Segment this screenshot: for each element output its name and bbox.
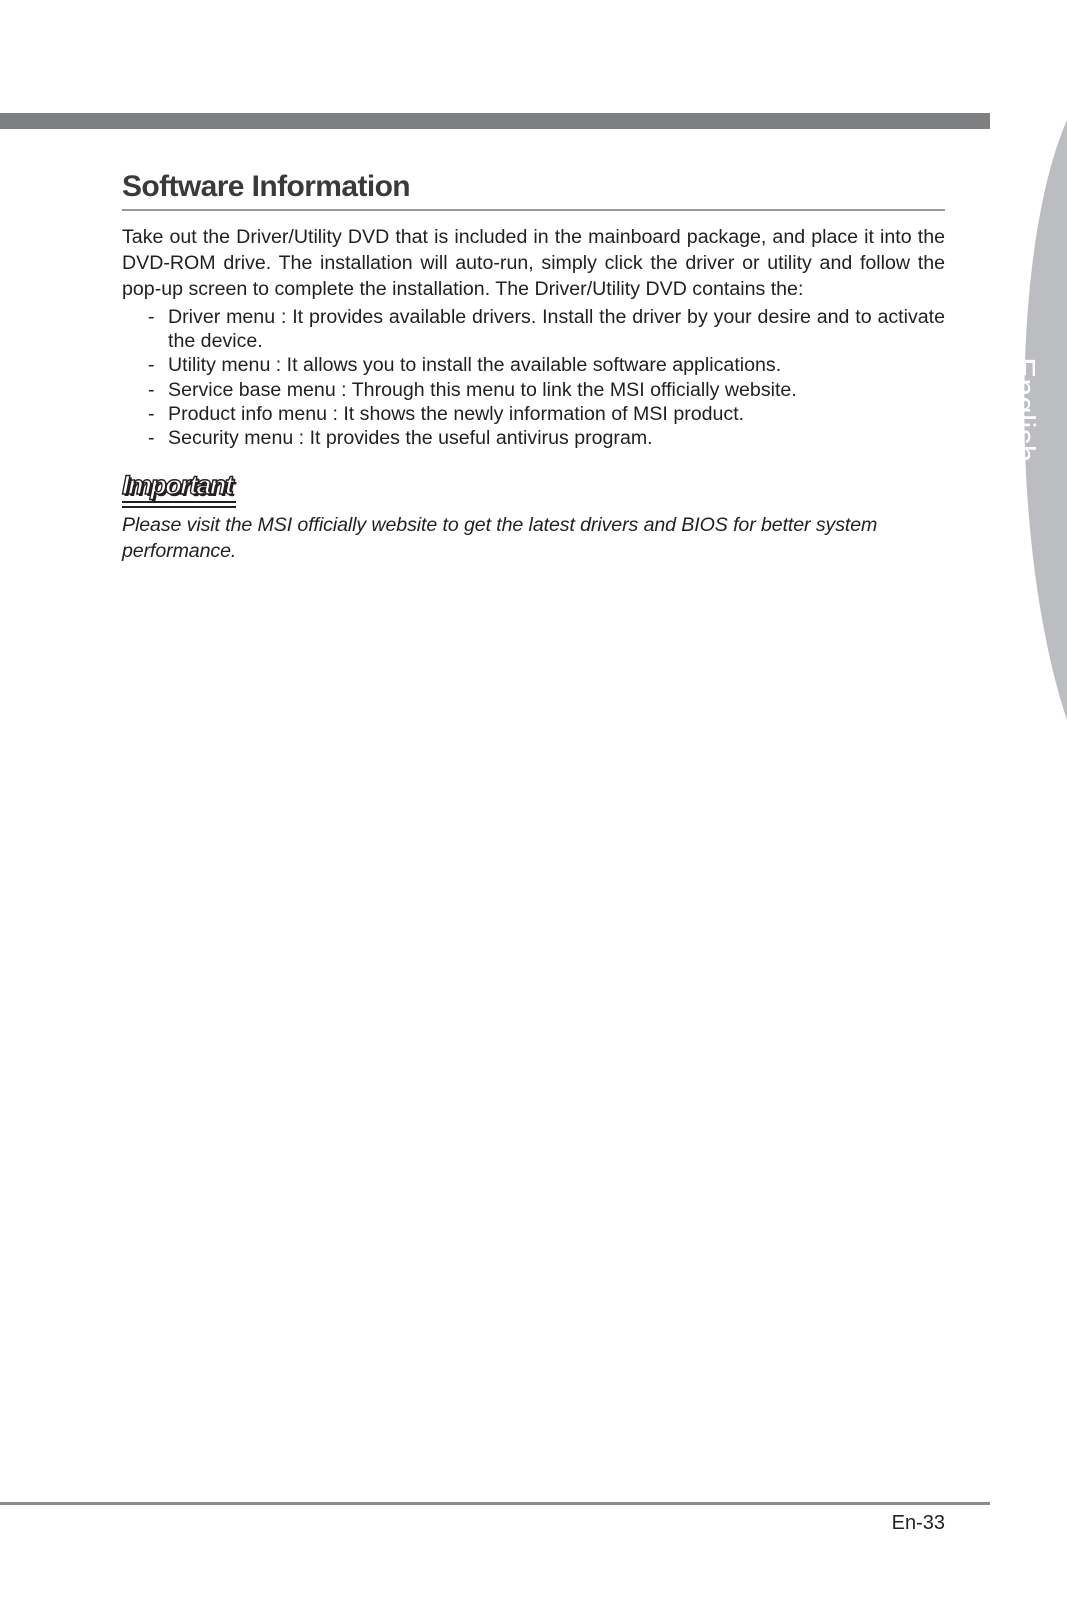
footer-rule bbox=[0, 1502, 990, 1505]
important-callout bbox=[122, 470, 236, 508]
header-bar bbox=[0, 113, 990, 129]
bullet-dash: - bbox=[148, 306, 155, 328]
list-item bbox=[122, 426, 945, 450]
important-underline bbox=[122, 501, 236, 508]
list-item bbox=[122, 305, 945, 353]
intro-paragraph: Take out the Driver/Utility DVD that is included in the mainboard package, and place it into the DVD-ROM drive. The installation will auto-run, simply click the driver or utility and follow the pop-up screen to complete the installation. The Driver/Utility DVD contains the: bbox=[122, 226, 945, 300]
list-item bbox=[122, 378, 945, 402]
bullet-dash: - bbox=[148, 354, 155, 377]
list-item-text: Security menu : It provides the useful antivirus program. bbox=[168, 427, 653, 450]
dvd-contents-list bbox=[122, 305, 945, 450]
bullet-dash: - bbox=[148, 402, 155, 425]
bullet-dash: - bbox=[148, 378, 155, 401]
list-item-text: Driver menu : It provides available drivers. Install the driver by your desire and to activate the device. bbox=[168, 306, 945, 353]
list-item bbox=[122, 353, 945, 377]
list-item-text: Utility menu : It allows you to install the available software applications. bbox=[168, 354, 782, 377]
important-heading: Important bbox=[122, 470, 233, 501]
important-note: Please visit the MSI officially website to get the latest drivers and BIOS for better system performance. bbox=[122, 514, 878, 563]
bullet-dash: - bbox=[148, 427, 155, 450]
list-item-text: Product info menu : It shows the newly information of MSI product. bbox=[168, 402, 745, 425]
list-item-text: Service base menu : Through this menu to link the MSI officially website. bbox=[168, 378, 797, 401]
main-content bbox=[122, 168, 945, 564]
list-item bbox=[122, 402, 945, 426]
page-number: En-33 bbox=[891, 1512, 945, 1534]
section-title: Software Information bbox=[122, 168, 945, 211]
language-tab-label: English bbox=[1007, 357, 1042, 463]
